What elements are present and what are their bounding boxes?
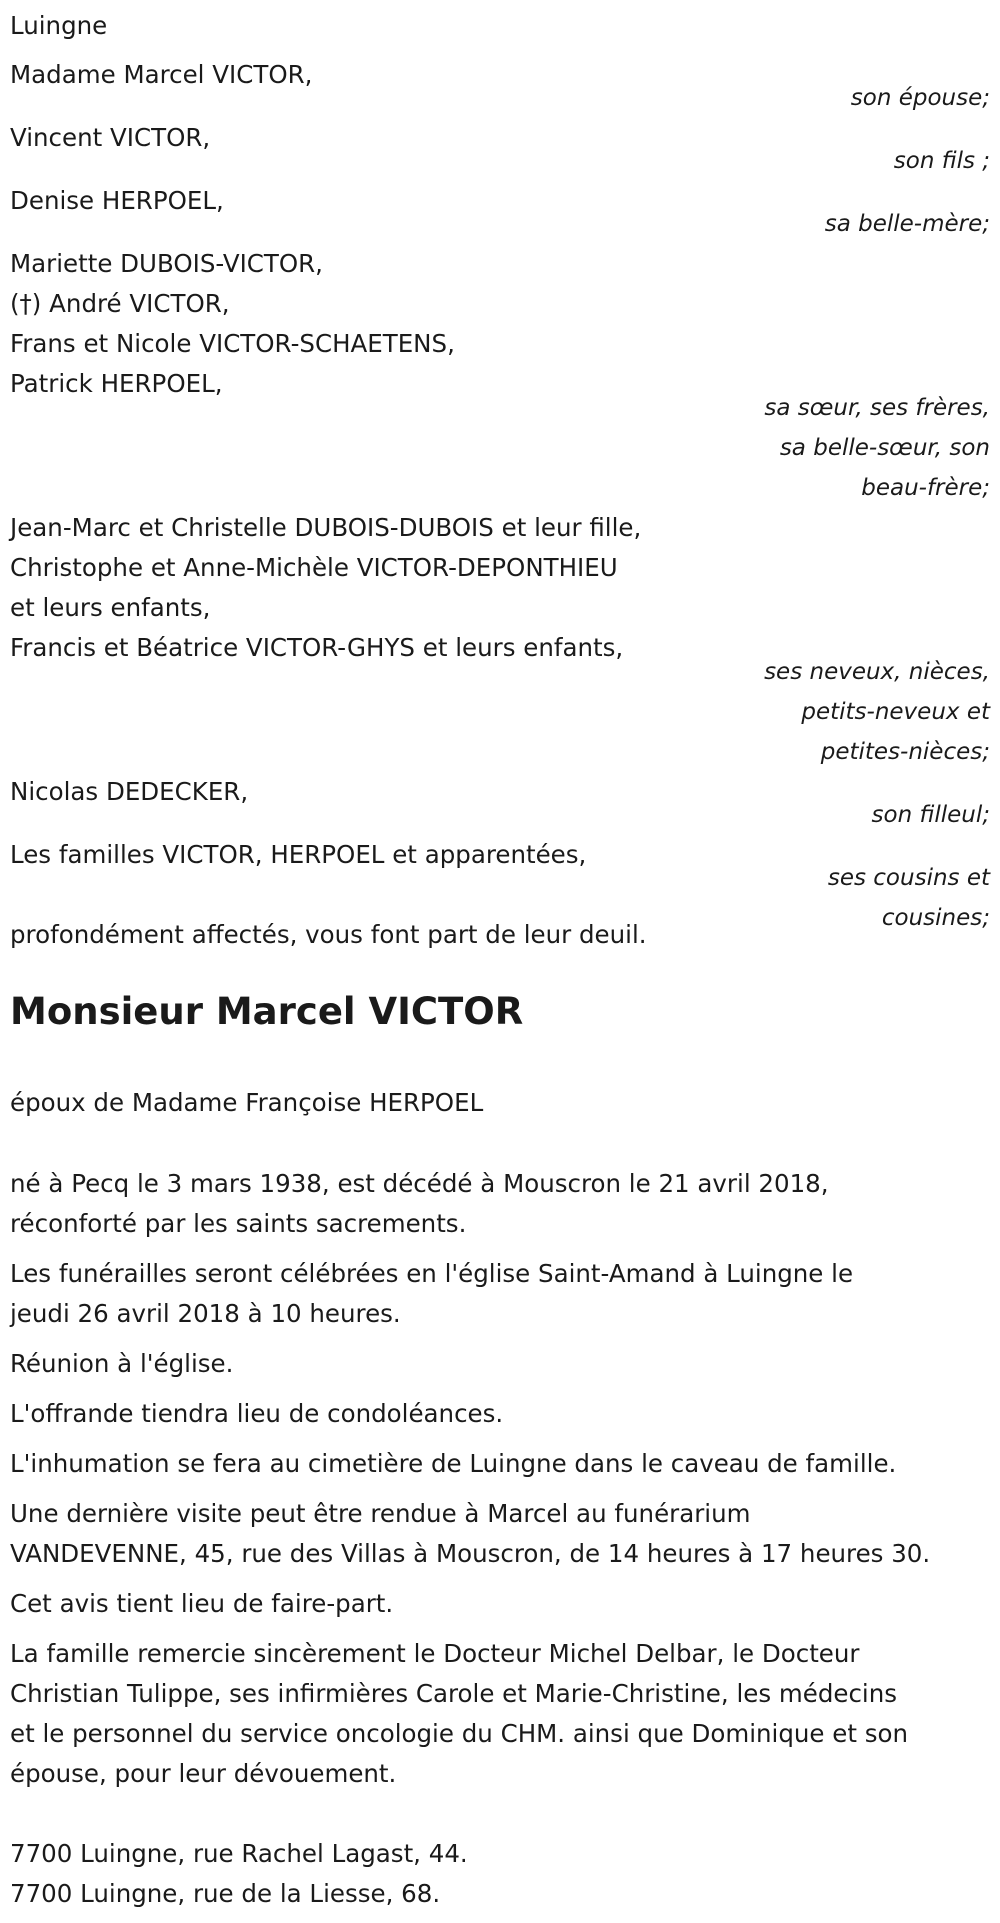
- cousins-relation: ses cousins et: [827, 865, 990, 891]
- thanks-line: La famille remercie sincèrement le Docteur Michel Delbar, le Docteur: [10, 1639, 860, 1668]
- address-line: 7700 Luingne, rue Rachel Lagast, 44.: [10, 1839, 468, 1868]
- thanks-line: Christian Tulippe, ses infirmières Carole et Marie-Christine, les médecins: [10, 1679, 898, 1708]
- mother-in-law-relation: sa belle-mère;: [824, 211, 990, 237]
- sibling-line: Frans et Nicole VICTOR-SCHAETENS,: [10, 329, 455, 358]
- nephews-relation: petits-neveux et: [801, 699, 990, 725]
- son-relation: son fils ;: [893, 148, 990, 174]
- wife-relation: son épouse;: [850, 85, 990, 111]
- birth-death-line: né à Pecq le 3 mars 1938, est décédé à Mouscron le 21 avril 2018,: [10, 1169, 829, 1198]
- burial-line: L'inhumation se fera au cimetière de Luingne dans le caveau de famille.: [10, 1449, 897, 1478]
- deceased-title: Monsieur Marcel VICTOR: [10, 990, 524, 1033]
- funeral-line: jeudi 26 avril 2018 à 10 heures.: [10, 1299, 401, 1328]
- siblings-relation: sa belle-sœur, son: [779, 435, 990, 461]
- mother-in-law-name: Denise HERPOEL,: [10, 186, 224, 215]
- sibling-line: Patrick HERPOEL,: [10, 369, 223, 398]
- nephews-relation: ses neveux, nièces,: [764, 659, 990, 685]
- place-name: Luingne: [10, 11, 108, 40]
- birth-death-line: réconforté par les saints sacrements.: [10, 1209, 467, 1238]
- godson-relation: son filleul;: [871, 802, 990, 828]
- nephews-line: Jean-Marc et Christelle DUBOIS-DUBOIS et leur fille,: [10, 513, 642, 542]
- sibling-line: Mariette DUBOIS-VICTOR,: [10, 249, 323, 278]
- nephews-line: Francis et Béatrice VICTOR-GHYS et leurs enfants,: [10, 633, 624, 662]
- siblings-relation: beau-frère;: [861, 475, 990, 501]
- siblings-relation: sa sœur, ses frères,: [764, 395, 990, 421]
- notice-line: Cet avis tient lieu de faire-part.: [10, 1589, 394, 1618]
- address-line: 7700 Luingne, rue de la Liesse, 68.: [10, 1879, 441, 1908]
- wife-name: Madame Marcel VICTOR,: [10, 60, 313, 89]
- families-name: Les familles VICTOR, HERPOEL et apparentées,: [10, 840, 587, 869]
- godson-name: Nicolas DEDECKER,: [10, 777, 249, 806]
- cousins-relation: cousines;: [881, 905, 990, 931]
- thanks-line: et le personnel du service oncologie du CHM. ainsi que Dominique et son: [10, 1719, 909, 1748]
- meeting-line: Réunion à l'église.: [10, 1349, 234, 1378]
- thanks-line: épouse, pour leur dévouement.: [10, 1759, 397, 1788]
- closing-line: profondément affectés, vous font part de leur deuil.: [10, 920, 647, 949]
- son-name: Vincent VICTOR,: [10, 123, 211, 152]
- offering-line: L'offrande tiendra lieu de condoléances.: [10, 1399, 504, 1428]
- visit-line: VANDEVENNE, 45, rue des Villas à Mouscron, de 14 heures à 17 heures 30.: [10, 1539, 931, 1568]
- visit-line: Une dernière visite peut être rendue à Marcel au funérarium: [10, 1499, 751, 1528]
- sibling-line: (†) André VICTOR,: [10, 289, 230, 318]
- nephews-relation: petites-nièces;: [820, 739, 990, 765]
- funeral-line: Les funérailles seront célébrées en l'église Saint-Amand à Luingne le: [10, 1259, 854, 1288]
- nephews-line: et leurs enfants,: [10, 593, 211, 622]
- nephews-line: Christophe et Anne-Michèle VICTOR-DEPONTHIEU: [10, 553, 618, 582]
- spouse-line: époux de Madame Françoise HERPOEL: [10, 1088, 484, 1117]
